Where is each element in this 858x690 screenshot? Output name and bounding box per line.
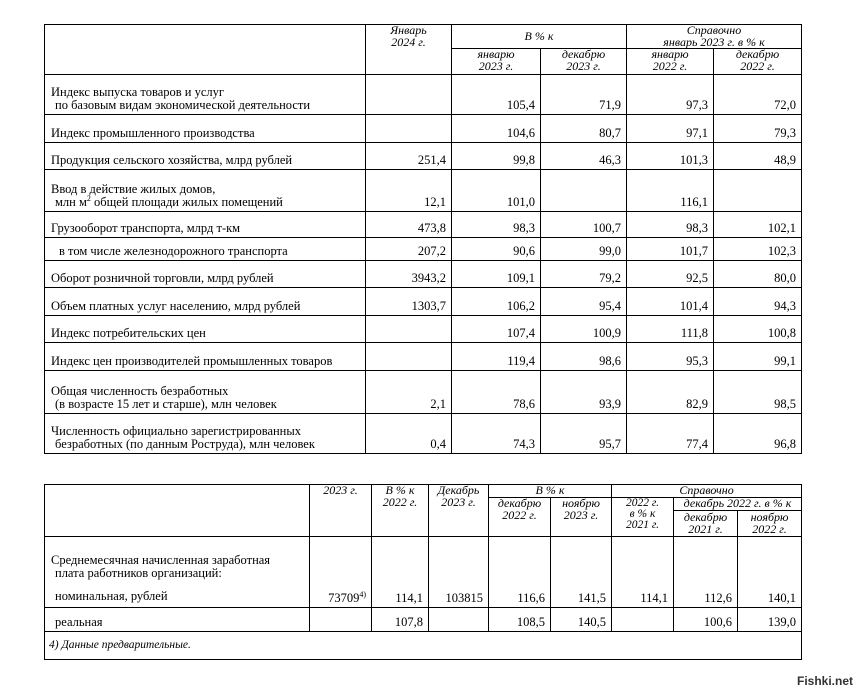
header-in-percent: В % к <box>489 485 612 498</box>
cell-value: 140,1 <box>738 537 802 608</box>
cell-value: 114,1 <box>372 537 429 608</box>
cell-value: 102,1 <box>714 212 802 238</box>
row-label: Индекс промышленного производства <box>45 115 366 143</box>
table-row <box>45 261 802 288</box>
cell-value: 101,0 <box>452 170 541 212</box>
header-dec-2022: декабрю 2022 г. <box>489 498 551 537</box>
cell-value <box>366 316 452 343</box>
header-reference-sub: январь 2023 г. в % к <box>663 34 765 49</box>
cell-value: 116,6 <box>489 537 551 608</box>
row-label-line1: Индекс выпуска товаров и услуг <box>51 85 224 99</box>
cell-value <box>612 608 674 632</box>
cell-value: 77,4 <box>627 414 714 454</box>
row-label <box>45 414 366 454</box>
table-row <box>45 316 802 343</box>
cell-value: 78,6 <box>452 371 541 414</box>
cell-value: 90,6 <box>452 238 541 261</box>
cell-value: 46,3 <box>541 143 627 170</box>
row-label-rest: общей площади жилых помещений <box>90 195 283 209</box>
row-label: в том числе железнодорожного транспорта <box>45 238 366 261</box>
watermark: Fishki.net <box>796 674 853 688</box>
table-row <box>45 537 802 608</box>
cell-value: 98,5 <box>714 371 802 414</box>
cell-value: 95,4 <box>541 288 627 316</box>
row-label: Индекс потребительских цен <box>45 316 366 343</box>
cell-value: 251,4 <box>366 143 452 170</box>
header-ref-sub: декабрь 2022 г. в % к <box>674 498 801 511</box>
cell-value: 98,3 <box>627 212 714 238</box>
cell-value: 82,9 <box>627 371 714 414</box>
row-label-line2: по базовым видам экономической деятельности <box>55 98 311 112</box>
row-label <box>45 75 366 115</box>
cell-value: 107,8 <box>372 608 429 632</box>
table-row <box>45 238 802 261</box>
cell-value: 141,5 <box>551 537 612 608</box>
row-label: реальная <box>45 608 310 632</box>
row-label: Оборот розничной торговли, млрд рублей <box>45 261 366 288</box>
footnote-ref: 4) <box>359 589 366 599</box>
row-label: Продукция сельского хозяйства, млрд рублей <box>45 143 366 170</box>
row-label-line1: Общая численность безработных <box>51 384 229 398</box>
cell-value: 99,1 <box>714 343 802 371</box>
cell-value: 100,8 <box>714 316 802 343</box>
cell-value: 111,8 <box>627 316 714 343</box>
cell-value: 12,1 <box>366 170 452 212</box>
cell-value: 100,9 <box>541 316 627 343</box>
header-dec-2021: декабрю 2021 г. <box>674 511 738 536</box>
cell-value: 93,9 <box>541 371 627 414</box>
row-label: Объем платных услуг населению, млрд рублей <box>45 288 366 316</box>
cell-value: 79,2 <box>541 261 627 288</box>
table-row <box>45 414 802 454</box>
cell-value: 116,1 <box>627 170 714 212</box>
header-reference-title: Справочно <box>686 23 742 37</box>
cell-value: 95,3 <box>627 343 714 371</box>
cell-value: 3943,2 <box>366 261 452 288</box>
row-label-nominal: номинальная, рублей <box>55 588 168 603</box>
cell-value: 72,0 <box>714 75 802 115</box>
table-row <box>45 170 802 212</box>
cell-value: 92,5 <box>627 261 714 288</box>
header-empty-cell <box>45 485 310 537</box>
cell-value: 139,0 <box>738 608 802 632</box>
table-row <box>45 288 802 316</box>
row-label <box>45 371 366 414</box>
cell-value <box>366 343 452 371</box>
cell-value: 103815 <box>429 537 489 608</box>
cell-value: 99,8 <box>452 143 541 170</box>
cell-value: 107,4 <box>452 316 541 343</box>
cell-value: 105,4 <box>452 75 541 115</box>
cell-value: 97,3 <box>627 75 714 115</box>
cell-value <box>310 608 372 632</box>
cell-value: 140,5 <box>551 608 612 632</box>
header-jan-2022: январю 2022 г. <box>627 49 714 75</box>
row-label-line2 <box>51 193 362 209</box>
header-jan-2023: январю 2023 г. <box>452 49 541 75</box>
cell-value <box>366 75 452 115</box>
cell-value: 48,9 <box>714 143 802 170</box>
header-jan-2024: Январь 2024 г. <box>366 25 452 75</box>
cell-value: 98,6 <box>541 343 627 371</box>
cell-value <box>714 170 802 212</box>
cell-value: 97,1 <box>627 115 714 143</box>
cell-value: 100,7 <box>541 212 627 238</box>
header-in-percent: В % к <box>452 25 627 49</box>
table-row <box>45 371 802 414</box>
cell-value-text: 73709 <box>328 591 360 605</box>
cell-value: 99,0 <box>541 238 627 261</box>
cell-value: 79,3 <box>714 115 802 143</box>
cell-value: 106,2 <box>452 288 541 316</box>
economic-indicators-table <box>44 24 802 454</box>
header-reference: Справочно <box>612 485 802 498</box>
cell-value: 2,1 <box>366 371 452 414</box>
table-row <box>45 75 802 115</box>
cell-value <box>429 608 489 632</box>
cell-value: 98,3 <box>452 212 541 238</box>
cell-value: 74,3 <box>452 414 541 454</box>
row-label-superscript: 2 <box>86 193 91 203</box>
row-label: Индекс цен производителей промышленных товаров <box>45 343 366 371</box>
cell-value: 119,4 <box>452 343 541 371</box>
row-label <box>45 537 310 608</box>
table-row <box>45 608 802 632</box>
table-row <box>45 115 802 143</box>
table-row <box>45 343 802 371</box>
header-2022-pct-2021: 2022 г. в % к 2021 г. <box>612 498 674 537</box>
row-label <box>45 170 366 212</box>
cell-value: 80,7 <box>541 115 627 143</box>
cell-value: 100,6 <box>674 608 738 632</box>
cell-value: 95,7 <box>541 414 627 454</box>
cell-value: 80,0 <box>714 261 802 288</box>
header-nov-2023: ноябрю 2023 г. <box>551 498 612 537</box>
cell-value: 101,3 <box>627 143 714 170</box>
cell-value: 473,8 <box>366 212 452 238</box>
wage-table <box>44 484 802 660</box>
cell-value <box>541 170 627 212</box>
cell-value: 109,1 <box>452 261 541 288</box>
cell-value: 108,5 <box>489 608 551 632</box>
table-row <box>45 212 802 238</box>
row-label-line2: (в возрасте 15 лет и старше), млн человек <box>55 397 277 411</box>
cell-value: 101,4 <box>627 288 714 316</box>
cell-value: 0,4 <box>366 414 452 454</box>
cell-value: 114,1 <box>612 537 674 608</box>
row-label-line2: безработных (по данным Роструда), млн человек <box>55 437 315 451</box>
header-dec-2022-pct <box>674 498 802 537</box>
header-dec-2022: декабрю 2022 г. <box>714 49 802 75</box>
cell-value: 1303,7 <box>366 288 452 316</box>
wage-title-line2: плата работников организаций: <box>55 565 222 580</box>
header-ref-sub-cols <box>674 511 801 536</box>
header-dec-2023: Декабрь 2023 г. <box>429 485 489 537</box>
row-label-line1: Ввод в действие жилых домов, <box>51 182 216 196</box>
row-label: Грузооборот транспорта, млрд т-км <box>45 212 366 238</box>
cell-value: 112,6 <box>674 537 738 608</box>
cell-value <box>310 537 372 608</box>
cell-value: 207,2 <box>366 238 452 261</box>
table-row <box>45 143 802 170</box>
cell-value: 102,3 <box>714 238 802 261</box>
header-pct-2022: В % к 2022 г. <box>372 485 429 537</box>
footnote: 4) Данные предварительные. <box>45 632 802 660</box>
cell-value: 101,7 <box>627 238 714 261</box>
cell-value <box>366 115 452 143</box>
header-empty-cell <box>45 25 366 75</box>
cell-value: 104,6 <box>452 115 541 143</box>
cell-value: 71,9 <box>541 75 627 115</box>
header-dec-2023: декабрю 2023 г. <box>541 49 627 75</box>
row-label-line1: Численность официально зарегистрированных <box>51 424 302 438</box>
wage-title-line1: Среднемесячная начисленная заработная <box>51 552 271 567</box>
row-label-unit: млн м <box>55 195 87 209</box>
footnote-row <box>45 632 802 660</box>
cell-value: 94,3 <box>714 288 802 316</box>
header-nov-2022: ноябрю 2022 г. <box>750 510 789 536</box>
header-reference <box>627 25 802 49</box>
cell-value: 96,8 <box>714 414 802 454</box>
header-2023: 2023 г. <box>310 485 372 537</box>
